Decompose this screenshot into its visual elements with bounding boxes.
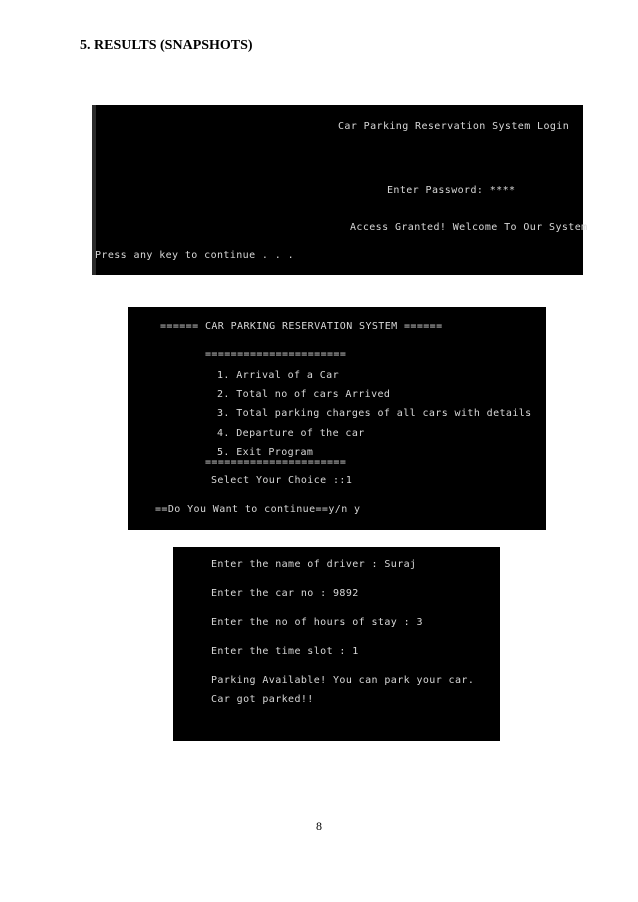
parking-available-message: Parking Available! You can park your car. bbox=[211, 675, 475, 686]
menu-title: ====== CAR PARKING RESERVATION SYSTEM ====== bbox=[160, 321, 443, 332]
menu-option-2: 2. Total no of cars Arrived bbox=[217, 389, 391, 400]
menu-divider-bottom: ====================== bbox=[205, 457, 347, 468]
password-prompt: Enter Password: **** bbox=[387, 185, 516, 196]
login-console-screenshot bbox=[92, 105, 588, 275]
page-number: 8 bbox=[316, 819, 322, 833]
time-slot-prompt: Enter the time slot : 1 bbox=[211, 646, 359, 657]
choice-prompt: Select Your Choice ::1 bbox=[211, 475, 353, 486]
access-granted-message: Access Granted! Welcome To Our System bbox=[350, 222, 588, 233]
menu-console-screenshot bbox=[128, 307, 546, 530]
menu-option-1: 1. Arrival of a Car bbox=[217, 370, 339, 381]
continue-prompt: ==Do You Want to continue==y/n y bbox=[155, 504, 361, 515]
login-title: Car Parking Reservation System Login bbox=[338, 121, 570, 132]
hours-of-stay-prompt: Enter the no of hours of stay : 3 bbox=[211, 617, 423, 628]
section-heading: 5. RESULTS (SNAPSHOTS) bbox=[80, 38, 253, 53]
menu-option-4: 4. Departure of the car bbox=[217, 428, 365, 439]
driver-name-prompt: Enter the name of driver : Suraj bbox=[211, 559, 417, 570]
menu-option-5: 5. Exit Program bbox=[217, 447, 314, 458]
car-number-prompt: Enter the car no : 9892 bbox=[211, 588, 359, 599]
car-parked-message: Car got parked!! bbox=[211, 694, 314, 705]
arrival-console-screenshot bbox=[173, 547, 500, 741]
menu-divider-top: ====================== bbox=[205, 349, 347, 360]
press-any-key-prompt: Press any key to continue . . . bbox=[95, 250, 295, 261]
menu-option-3: 3. Total parking charges of all cars with details bbox=[217, 408, 532, 419]
